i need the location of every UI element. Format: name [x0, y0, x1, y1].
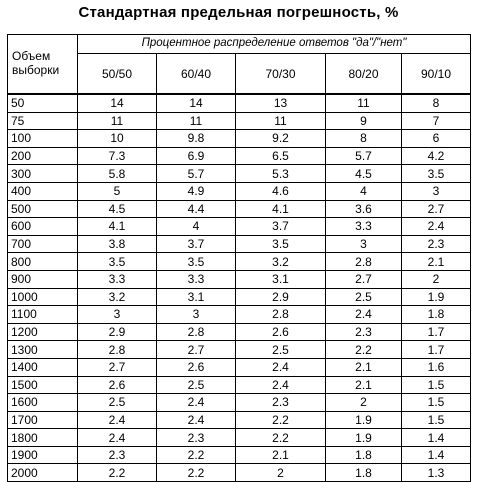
error-value-cell: 2.1: [326, 376, 402, 394]
error-value-cell: 4.5: [78, 200, 157, 218]
error-value-cell: 11: [78, 112, 157, 130]
sample-size-cell: 700: [8, 235, 78, 253]
error-value-cell: 7: [402, 112, 471, 130]
error-value-cell: 5.8: [78, 165, 157, 183]
error-value-cell: 1.5: [402, 376, 471, 394]
split-header: 60/40: [157, 54, 236, 95]
sample-size-cell: 200: [8, 147, 78, 165]
sample-size-cell: 800: [8, 253, 78, 271]
error-value-cell: 1.9: [402, 288, 471, 306]
error-value-cell: 2.2: [157, 464, 236, 482]
sample-size-cell: 1300: [8, 341, 78, 359]
error-value-cell: 2.2: [236, 411, 326, 429]
error-value-cell: 13: [236, 94, 326, 112]
sample-size-header: Объем выборки: [8, 35, 78, 95]
sample-size-cell: 50: [8, 94, 78, 112]
error-value-cell: 2.7: [157, 341, 236, 359]
error-value-cell: 2.3: [157, 429, 236, 447]
table-row: [8, 253, 471, 271]
error-value-cell: 2.3: [326, 323, 402, 341]
error-value-cell: 2.4: [236, 376, 326, 394]
sample-size-cell: 1100: [8, 306, 78, 324]
table-row: [8, 429, 471, 447]
sample-size-cell: 100: [8, 130, 78, 148]
error-value-cell: 4.6: [236, 182, 326, 200]
error-value-cell: 1.7: [402, 323, 471, 341]
error-value-cell: 3: [326, 235, 402, 253]
table-row: [8, 182, 471, 200]
error-value-cell: 2.7: [78, 358, 157, 376]
error-value-cell: 4: [326, 182, 402, 200]
table-body: [8, 94, 471, 482]
error-value-cell: 1.8: [402, 306, 471, 324]
error-value-cell: 6.5: [236, 147, 326, 165]
error-value-cell: 2.1: [402, 253, 471, 271]
error-value-cell: 4.9: [157, 182, 236, 200]
error-value-cell: 2.4: [326, 306, 402, 324]
error-value-cell: 2.6: [78, 376, 157, 394]
split-header: 80/20: [326, 54, 402, 95]
error-value-cell: 9.8: [157, 130, 236, 148]
error-value-cell: 2.8: [326, 253, 402, 271]
error-value-cell: 5: [78, 182, 157, 200]
error-value-cell: 3: [157, 306, 236, 324]
error-value-cell: 2.7: [402, 200, 471, 218]
error-value-cell: 11: [236, 112, 326, 130]
error-value-cell: 3.7: [157, 235, 236, 253]
error-value-cell: 3.6: [326, 200, 402, 218]
error-value-cell: 6: [402, 130, 471, 148]
error-value-cell: 2.5: [157, 376, 236, 394]
table-row: [8, 394, 471, 412]
error-value-cell: 2.8: [78, 341, 157, 359]
error-value-cell: 5.7: [326, 147, 402, 165]
error-value-cell: 1.3: [402, 464, 471, 482]
sample-size-cell: 1500: [8, 376, 78, 394]
error-value-cell: 2.4: [236, 358, 326, 376]
table-row: [8, 147, 471, 165]
error-value-cell: 2.6: [157, 358, 236, 376]
error-value-cell: 4.5: [326, 165, 402, 183]
error-value-cell: 2.5: [326, 288, 402, 306]
error-value-cell: 1.9: [326, 429, 402, 447]
table-row: [8, 270, 471, 288]
error-value-cell: 5.7: [157, 165, 236, 183]
sample-size-cell: 1900: [8, 446, 78, 464]
error-value-cell: 1.5: [402, 411, 471, 429]
split-header: 50/50: [78, 54, 157, 95]
error-value-cell: 2.3: [236, 394, 326, 412]
error-value-cell: 2.6: [236, 323, 326, 341]
error-value-cell: 3.5: [236, 235, 326, 253]
sample-size-cell: 900: [8, 270, 78, 288]
error-value-cell: 3.3: [157, 270, 236, 288]
error-value-cell: 3.2: [78, 288, 157, 306]
error-value-cell: 9.2: [236, 130, 326, 148]
error-value-cell: 2: [402, 270, 471, 288]
sample-size-cell: 1000: [8, 288, 78, 306]
error-value-cell: 1.8: [326, 464, 402, 482]
error-value-cell: 4.1: [236, 200, 326, 218]
table-row: [8, 306, 471, 324]
sample-size-cell: 1600: [8, 394, 78, 412]
table-row: [8, 323, 471, 341]
sample-size-cell: 300: [8, 165, 78, 183]
sample-size-cell: 1700: [8, 411, 78, 429]
sample-size-cell: 1800: [8, 429, 78, 447]
error-value-cell: 2.2: [78, 464, 157, 482]
error-value-cell: 4.4: [157, 200, 236, 218]
error-value-cell: 2.9: [78, 323, 157, 341]
error-value-cell: 1.6: [402, 358, 471, 376]
error-value-cell: 2.4: [402, 218, 471, 236]
table-row: [8, 446, 471, 464]
error-value-cell: 3.5: [78, 253, 157, 271]
table-row: [8, 288, 471, 306]
error-value-cell: 2.3: [402, 235, 471, 253]
table-row: [8, 218, 471, 236]
error-value-cell: 4: [157, 218, 236, 236]
error-value-cell: 4.2: [402, 147, 471, 165]
sample-size-cell: 75: [8, 112, 78, 130]
error-value-cell: 2.3: [78, 446, 157, 464]
margin-of-error-table: [7, 34, 471, 482]
error-value-cell: 1.4: [402, 429, 471, 447]
sample-size-cell: 1400: [8, 358, 78, 376]
error-value-cell: 10: [78, 130, 157, 148]
sample-size-cell: 2000: [8, 464, 78, 482]
error-value-cell: 14: [157, 94, 236, 112]
table-row: [8, 341, 471, 359]
error-value-cell: 2: [236, 464, 326, 482]
error-value-cell: 2: [326, 394, 402, 412]
sample-size-cell: 1200: [8, 323, 78, 341]
error-value-cell: 5.3: [236, 165, 326, 183]
error-value-cell: 2.4: [157, 394, 236, 412]
error-value-cell: 3.7: [236, 218, 326, 236]
table-row: [8, 376, 471, 394]
table-row: [8, 235, 471, 253]
error-value-cell: 3: [402, 182, 471, 200]
error-value-cell: 1.8: [326, 446, 402, 464]
error-value-cell: 3.5: [157, 253, 236, 271]
error-value-cell: 2.8: [236, 306, 326, 324]
error-value-cell: 3.1: [157, 288, 236, 306]
error-value-cell: 2.7: [326, 270, 402, 288]
error-value-cell: 3.3: [78, 270, 157, 288]
error-value-cell: 3.1: [236, 270, 326, 288]
error-value-cell: 2.9: [236, 288, 326, 306]
page-title: Стандартная предельная погрешность, %: [78, 4, 399, 21]
error-value-cell: 2.2: [157, 446, 236, 464]
sample-size-cell: 500: [8, 200, 78, 218]
error-value-cell: 9: [326, 112, 402, 130]
error-value-cell: 1.9: [326, 411, 402, 429]
table-row: [8, 464, 471, 482]
distribution-group-header: Процентное распределение ответов "да"/"нет": [78, 35, 471, 54]
table-row: [8, 165, 471, 183]
sample-size-cell: 600: [8, 218, 78, 236]
error-value-cell: 1.4: [402, 446, 471, 464]
sample-size-cell: 400: [8, 182, 78, 200]
error-value-cell: 2.1: [326, 358, 402, 376]
error-value-cell: 11: [326, 94, 402, 112]
table-row: [8, 130, 471, 148]
error-value-cell: 2.1: [236, 446, 326, 464]
table-row: [8, 411, 471, 429]
error-value-cell: 3.3: [326, 218, 402, 236]
table-row: [8, 358, 471, 376]
error-value-cell: 3.2: [236, 253, 326, 271]
error-value-cell: 11: [157, 112, 236, 130]
error-value-cell: 1.5: [402, 394, 471, 412]
error-value-cell: 7.3: [78, 147, 157, 165]
error-value-cell: 8: [326, 130, 402, 148]
error-value-cell: 4.1: [78, 218, 157, 236]
error-value-cell: 2.2: [236, 429, 326, 447]
error-value-cell: 14: [78, 94, 157, 112]
error-value-cell: 2.5: [236, 341, 326, 359]
error-value-cell: 8: [402, 94, 471, 112]
error-value-cell: 3.8: [78, 235, 157, 253]
error-value-cell: 3.5: [402, 165, 471, 183]
error-value-cell: 2.8: [157, 323, 236, 341]
table-row: [8, 112, 471, 130]
error-value-cell: 2.4: [78, 429, 157, 447]
table-row: [8, 94, 471, 112]
error-value-cell: 3: [78, 306, 157, 324]
table-row: [8, 200, 471, 218]
error-value-cell: 2.5: [78, 394, 157, 412]
error-value-cell: 1.7: [402, 341, 471, 359]
error-value-cell: 2.2: [326, 341, 402, 359]
split-header: 90/10: [402, 54, 471, 95]
error-value-cell: 6.9: [157, 147, 236, 165]
split-header: 70/30: [236, 54, 326, 95]
error-value-cell: 2.4: [78, 411, 157, 429]
error-value-cell: 2.4: [157, 411, 236, 429]
